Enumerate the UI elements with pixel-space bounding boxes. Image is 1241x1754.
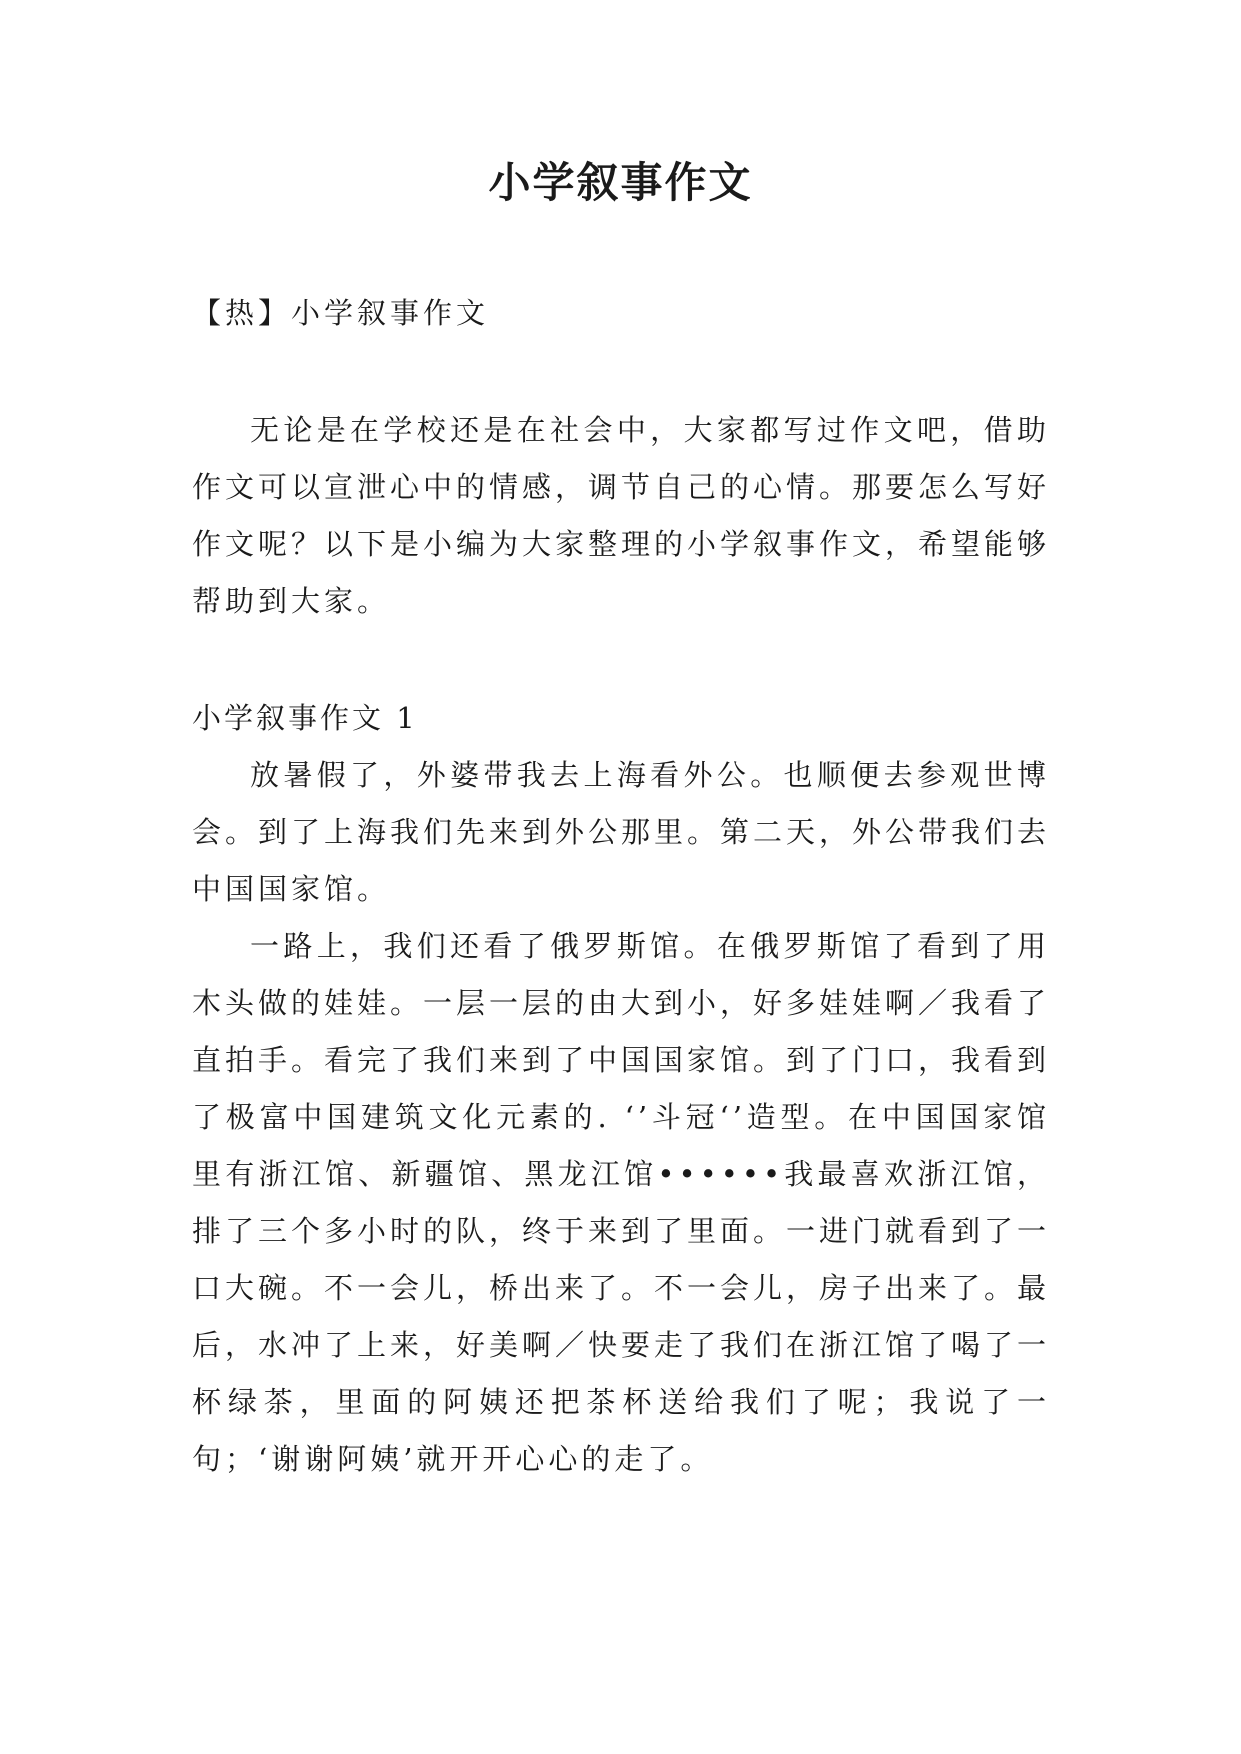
document-subtitle: 【热】小学叙事作文 [192,296,490,330]
body-paragraph: 放暑假了，外婆带我去上海看外公。也顺便去参观世博会。到了上海我们先来到外公那里。第二天，外公带我们去中国国家馆。 [192,758,1051,906]
document-body [192,285,1050,1488]
intro-paragraph: 无论是在学校还是在社会中，大家都写过作文吧，借助作文可以宣泄心中的情感，调节自己的心情。那要怎么写好作文呢？以下是小编为大家整理的小学叙事作文，希望能够帮助到大家。 [192,413,1051,618]
body-paragraph: 一路上，我们还看了俄罗斯馆。在俄罗斯馆了看到了用木头做的娃娃。一层一层的由大到小，好多娃娃啊／我看了直拍手。看完了我们来到了中国国家馆。到了门口，我看到了极富中国建筑文化元素的. ‘’斗冠‘’造型。在中国国家馆里有浙江馆、新疆馆、黑龙江馆••••••我最喜欢浙江馆，排了三个多小时的队，终于来到了里面。一进门就看到了一口大碗。不一会儿，桥出来了。不一会儿，房子出来了。最后，水冲了上来，好美啊／快要走了我们在浙江馆了喝了一杯绿茶，里面的阿姨还把茶杯送给我们了呢；我说了一句；‘谢谢阿姨’就开开心心的走了。 [192,929,1051,1476]
section-heading: 小学叙事作文 1 [192,701,418,735]
document-title: 小学叙事作文 [488,158,753,207]
